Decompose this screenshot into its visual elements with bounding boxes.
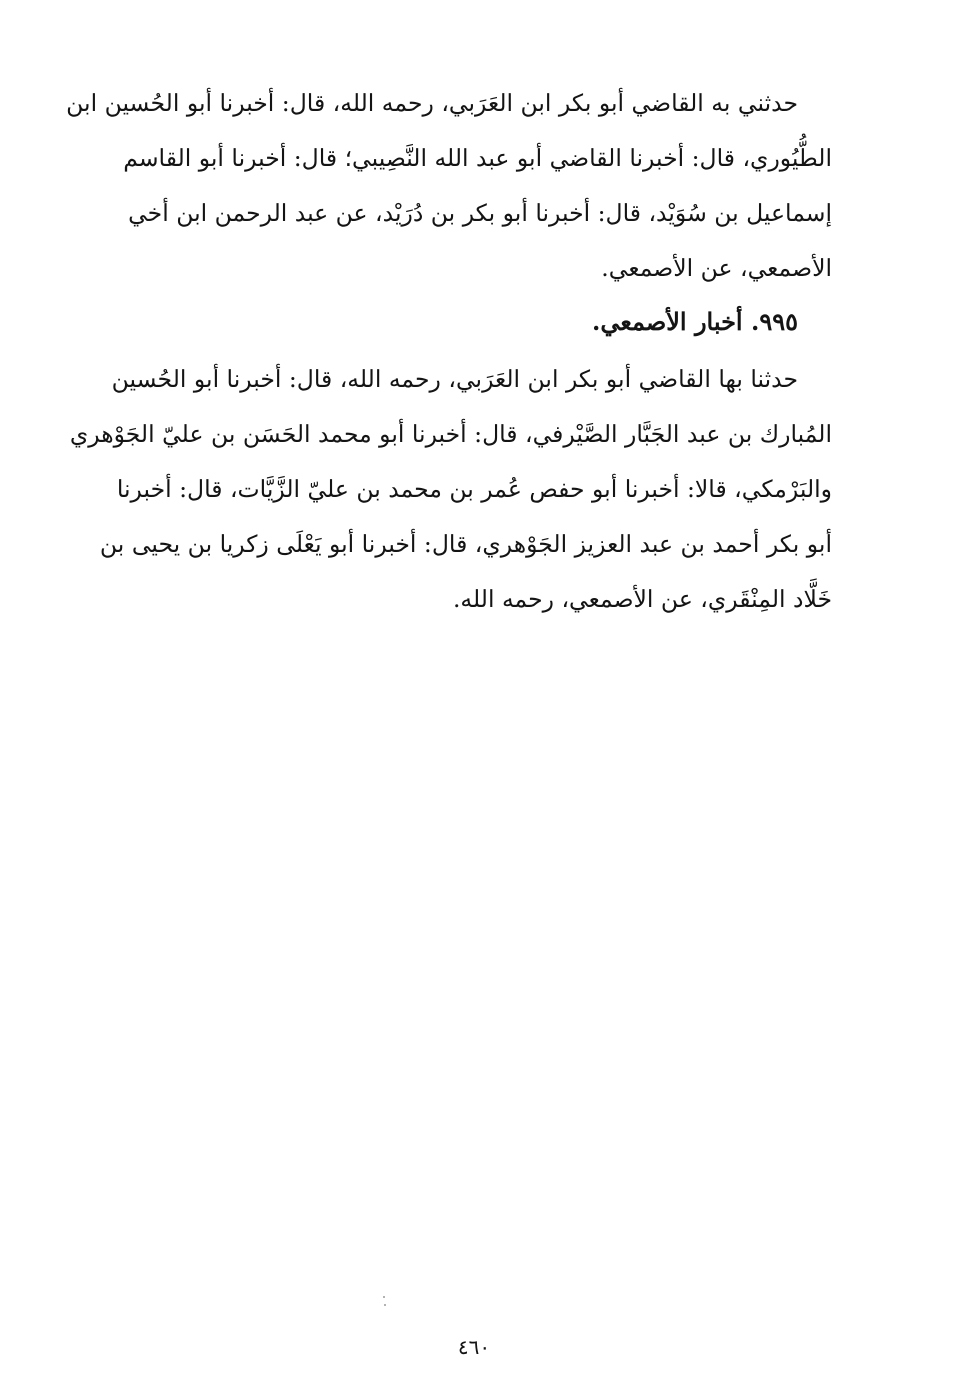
paragraph-2-line: أبو بكر أحمد بن عبد العزيز الجَوْهري، قال: أخبرنا أبو يَعْلَى زكريا بن يحيى بن xyxy=(99,530,832,558)
paragraph-1 xyxy=(66,76,832,296)
section-title: أخبار الأصمعي. xyxy=(592,307,743,336)
paragraph-1-line: الطُّيُوري، قال: أخبرنا القاضي أبو عبد الله النَّصِيبي؛ قال: أخبرنا أبو القاسم xyxy=(123,144,832,172)
scan-speck xyxy=(384,1304,386,1306)
paragraph-2-line: حدثنا بها القاضي أبو بكر ابن العَرَبي، رحمه الله، قال: أخبرنا أبو الحُسين xyxy=(111,365,798,393)
paragraph-1-line: إسماعيل بن سُوَيْد، قال: أخبرنا أبو بكر بن دُرَيْد، عن عبد الرحمن ابن أخي xyxy=(128,199,832,227)
page-number: ٤٦٠ xyxy=(457,1335,491,1359)
paragraph-1-line: حدثني به القاضي أبو بكر ابن العَرَبي، رحمه الله، قال: أخبرنا أبو الحُسين ابن xyxy=(66,89,798,117)
section-number: ٩٩٥ xyxy=(759,307,798,336)
paragraph-1-line: الأصمعي، عن الأصمعي. xyxy=(601,254,832,282)
paragraph-2 xyxy=(69,352,832,627)
scan-speck xyxy=(383,1296,385,1298)
paragraph-2-line: المُبارك بن عبد الجَبَّار الصَّيْرفي، قال: أخبرنا أبو محمد الحَسَن بن عليّ الجَوْهري xyxy=(69,420,832,448)
paragraph-2-line: خَلَّاد المِنْقَري، عن الأصمعي، رحمه الله. xyxy=(452,585,832,613)
paragraph-2-line: والبَرْمكي، قالا: أخبرنا أبو حفص عُمر بن محمد بن عليّ الزَّيَّات، قال: أخبرنا xyxy=(116,475,832,503)
section-heading xyxy=(152,297,832,347)
section-separator: . xyxy=(750,307,760,336)
